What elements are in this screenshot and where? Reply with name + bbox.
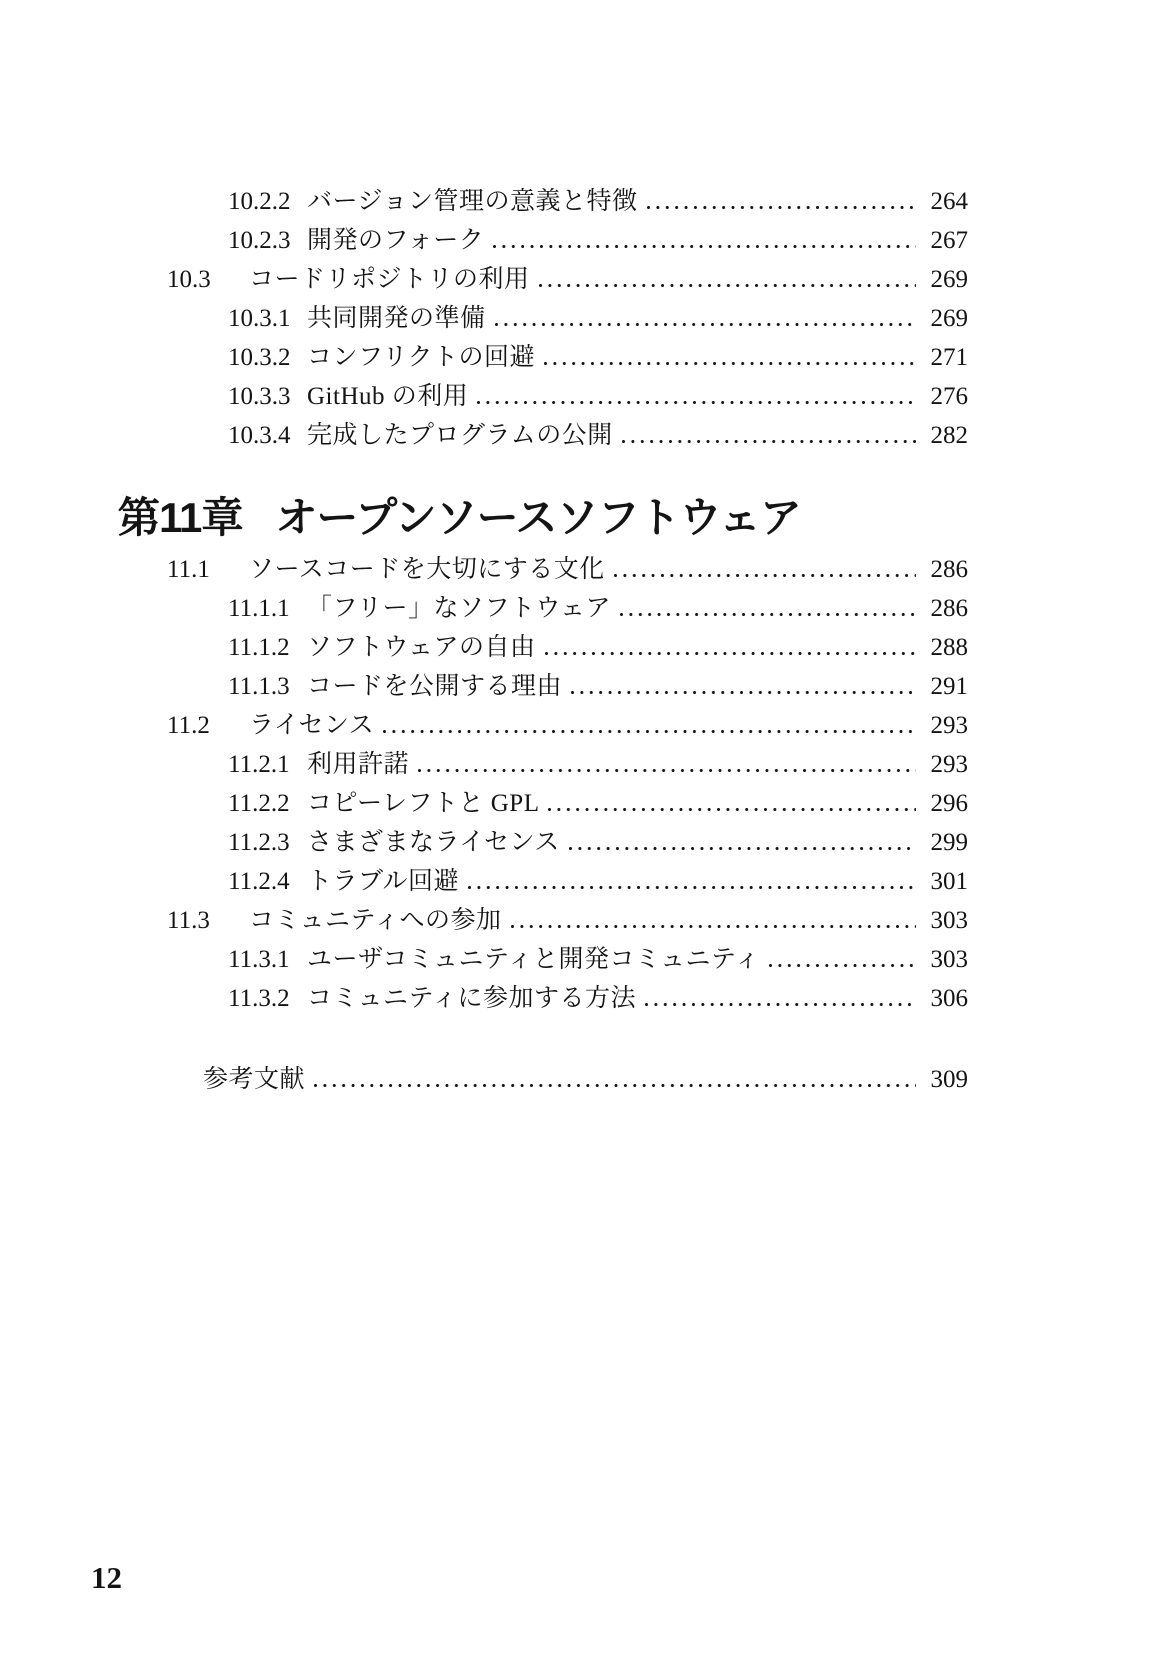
toc-entry-title: ソースコードを大切にする文化 xyxy=(249,556,605,583)
toc-entry-page: 293 xyxy=(930,712,968,739)
toc-entry-page: 267 xyxy=(930,227,968,254)
toc-entry-page: 282 xyxy=(930,422,968,449)
toc-entry xyxy=(118,182,968,221)
toc-entry-number: 11.2.4 xyxy=(228,868,290,895)
table-of-contents xyxy=(118,182,968,1099)
toc-entry-number: 11.2 xyxy=(167,712,210,739)
toc-entry-number: 11.2.1 xyxy=(228,751,290,778)
dot-leader xyxy=(493,245,916,248)
toc-entry-number: 11.1 xyxy=(167,556,210,583)
toc-entry-page: 303 xyxy=(930,907,968,934)
toc-entry-number: 11.2.2 xyxy=(228,790,290,817)
toc-entry-page: 286 xyxy=(930,556,968,583)
dot-leader xyxy=(645,1003,916,1006)
toc-entry-number: 11.3.2 xyxy=(228,985,290,1012)
toc-entry-title: ソフトウェアの自由 xyxy=(307,634,536,661)
dot-leader xyxy=(545,652,916,655)
toc-entry xyxy=(118,221,968,260)
toc-entry-page: 276 xyxy=(930,383,968,410)
toc-entry xyxy=(118,377,968,416)
toc-entry-number: 11.1.3 xyxy=(228,673,290,700)
dot-leader xyxy=(314,1084,916,1087)
toc-entry-page: 264 xyxy=(930,188,968,215)
toc-entry-title: ライセンス xyxy=(249,712,375,739)
dot-leader xyxy=(477,401,916,404)
toc-entry-title: 共同開発の準備 xyxy=(307,305,486,332)
page-number: 12 xyxy=(91,1560,122,1595)
dot-leader xyxy=(620,613,916,616)
chapter-title: オープンソースソフトウェア xyxy=(275,494,801,541)
toc-entry xyxy=(118,862,968,901)
toc-entry-page: 299 xyxy=(930,829,968,856)
toc-entry-title: コードリポジトリの利用 xyxy=(249,266,530,293)
toc-entry xyxy=(118,745,968,784)
dot-leader xyxy=(647,206,916,209)
toc-entry-number: 10.3.3 xyxy=(228,383,291,410)
toc-entry-page: 288 xyxy=(930,634,968,661)
toc-entry-title: バージョン管理の意義と特徴 xyxy=(307,188,638,215)
toc-entry xyxy=(118,338,968,377)
toc-entry-title: 利用許諾 xyxy=(307,751,410,778)
bibliography-page: 309 xyxy=(930,1066,968,1093)
toc-entry-title: ユーザコミュニティと開発コミュニティ xyxy=(307,946,761,973)
dot-leader xyxy=(614,574,916,577)
toc-entry xyxy=(118,979,968,1018)
dot-leader xyxy=(383,730,916,733)
toc-entry-number: 11.1.2 xyxy=(228,634,290,661)
toc-entry xyxy=(118,901,968,940)
toc-entry-title: コードを公開する理由 xyxy=(307,673,563,700)
toc-entry-number: 10.3.4 xyxy=(228,422,291,449)
toc-entry xyxy=(118,667,968,706)
toc-entry xyxy=(118,260,968,299)
toc-entry-page: 286 xyxy=(930,595,968,622)
toc-entry-page: 269 xyxy=(930,266,968,293)
toc-entry-number: 10.3 xyxy=(167,266,211,293)
dot-leader xyxy=(539,284,916,287)
dot-leader xyxy=(769,964,916,967)
toc-entry-title: コピーレフトと GPL xyxy=(307,790,540,817)
toc-entry-title: さまざまなライセンス xyxy=(307,829,560,856)
toc-entry xyxy=(118,416,968,455)
toc-entry-page: 301 xyxy=(930,868,968,895)
toc-entry xyxy=(118,589,968,628)
dot-leader xyxy=(544,362,916,365)
toc-entry-title: GitHub の利用 xyxy=(307,383,469,410)
toc-chapter11-block xyxy=(118,550,968,1018)
toc-entry-page: 293 xyxy=(930,751,968,778)
toc-entry-title: コミュニティへの参加 xyxy=(249,907,502,934)
toc-entry-title: 開発のフォーク xyxy=(307,227,485,254)
toc-entry-number: 11.1.1 xyxy=(228,595,290,622)
toc-entry-page: 296 xyxy=(930,790,968,817)
toc-entry-page: 291 xyxy=(930,673,968,700)
toc-entry-number: 11.3.1 xyxy=(228,946,290,973)
toc-entry-page: 303 xyxy=(930,946,968,973)
dot-leader xyxy=(418,769,916,772)
toc-entry-title: コンフリクトの回避 xyxy=(307,344,536,371)
dot-leader xyxy=(511,925,916,928)
toc-entry-number: 11.2.3 xyxy=(228,829,290,856)
toc-entry xyxy=(118,940,968,979)
toc-entry-title: 完成したプログラムの公開 xyxy=(307,422,613,449)
toc-entry-number: 10.2.3 xyxy=(228,227,291,254)
dot-leader xyxy=(569,847,916,850)
dot-leader xyxy=(468,886,916,889)
toc-entry-number: 10.3.1 xyxy=(228,305,291,332)
toc-entry-page: 271 xyxy=(930,344,968,371)
toc-entry-page: 306 xyxy=(930,985,968,1012)
toc-entry-number: 10.2.2 xyxy=(228,188,291,215)
toc-entry xyxy=(118,628,968,667)
toc-entry xyxy=(118,299,968,338)
dot-leader xyxy=(548,808,916,811)
dot-leader xyxy=(571,691,916,694)
toc-chapter10-block xyxy=(118,182,968,455)
toc-entry-number: 10.3.2 xyxy=(228,344,291,371)
toc-entry xyxy=(118,784,968,823)
chapter-heading xyxy=(118,492,968,544)
bibliography-title: 参考文献 xyxy=(203,1066,306,1093)
dot-leader xyxy=(622,440,916,443)
dot-leader xyxy=(495,323,916,326)
toc-entry-title: トラブル回避 xyxy=(307,868,460,895)
toc-entry-page: 269 xyxy=(930,305,968,332)
toc-entry xyxy=(118,550,968,589)
toc-entry-number: 11.3 xyxy=(167,907,210,934)
chapter-number: 第11章 xyxy=(118,494,243,541)
toc-entry-title: コミュニティに参加する方法 xyxy=(307,985,637,1012)
toc-entry xyxy=(118,823,968,862)
toc-bibliography-entry xyxy=(118,1060,968,1099)
toc-entry xyxy=(118,706,968,745)
toc-entry-title: 「フリー」なソフトウェア xyxy=(307,595,612,622)
